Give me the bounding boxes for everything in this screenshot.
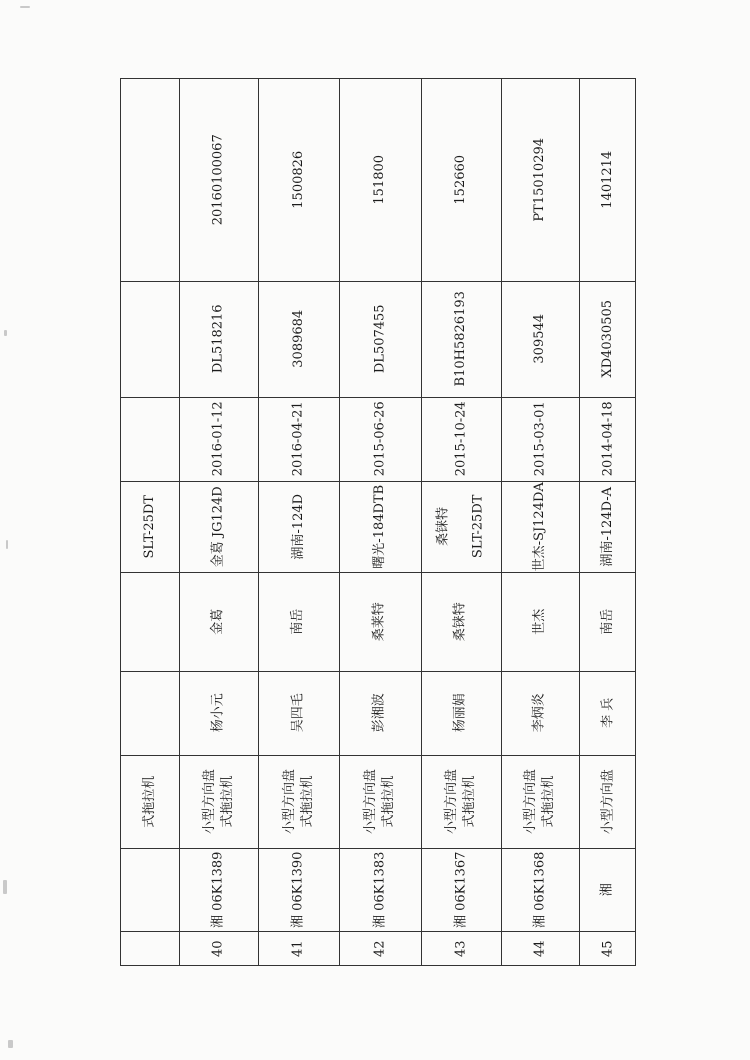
row-44-frame-cell-text: PT15010294	[532, 138, 548, 222]
row-41-model-cell-text: 湖南-124D	[290, 493, 306, 560]
row-40-date-cell	[179, 397, 258, 481]
row-42-type-cell	[339, 755, 421, 848]
row-44-owner-cell	[501, 671, 579, 755]
partial-model-cell-text: SLT-25DT	[142, 494, 158, 559]
row-44-model-cell	[501, 481, 579, 572]
row-40-model-cell-text: 金葛 JG124D	[210, 486, 226, 567]
row-40-engine-cell-text: DL518216	[210, 304, 226, 374]
row-43-frame-cell	[421, 79, 501, 281]
row-45-type-cell-text: 小型方向盘	[600, 768, 616, 834]
row-41-type-cell	[258, 755, 339, 848]
row-43-engine-cell	[421, 281, 501, 397]
row-41-no-cell	[258, 931, 339, 967]
row-43-brand-cell-text: 桑铼特	[453, 601, 469, 641]
row-43-type-cell	[421, 755, 501, 848]
row-40-brand-cell	[179, 572, 258, 671]
row-41-engine-cell-text: 3089684	[290, 310, 306, 368]
row-40-date-cell-text: 2016-01-12	[210, 401, 226, 477]
row-42-plate-cell-text: 湘 06K1383	[372, 851, 388, 928]
row-43-plate-cell	[421, 848, 501, 931]
row-44-owner-cell-text: 李炳炎	[532, 693, 548, 733]
row-43-model-cell-text: 桑铼特 SLT-25DT	[435, 494, 486, 559]
row-40-model-cell	[179, 481, 258, 572]
row-41-frame-cell-text: 1500826	[290, 151, 306, 209]
row-45-engine-cell	[579, 281, 637, 397]
row-45-frame-cell	[579, 79, 637, 281]
row-41-date-cell-text: 2016-04-21	[290, 401, 306, 477]
row-45-no-cell	[579, 931, 637, 967]
row-43-brand-cell	[421, 572, 501, 671]
row-40-frame-cell	[179, 79, 258, 281]
row-44-type-cell-text: 小型方向盘 式拖拉机	[523, 768, 556, 835]
row-42-engine-cell	[339, 281, 421, 397]
row-45-plate-cell-text: 湘	[600, 882, 616, 896]
row-43-plate-cell-text: 湘 06K1367	[453, 851, 469, 928]
row-44-engine-cell-text: 309544	[532, 314, 548, 364]
row-43-engine-cell-text: B10H5826193	[453, 291, 469, 387]
row-42-frame-cell-text: 151800	[372, 155, 388, 205]
row-44-type-cell	[501, 755, 579, 848]
row-42-no-cell-text: 42	[372, 940, 388, 958]
row-41-model-cell	[258, 481, 339, 572]
row-40-plate-cell-text: 湘 06K1389	[210, 851, 226, 928]
row-44-no-cell	[501, 931, 579, 967]
row-41-owner-cell	[258, 671, 339, 755]
row-44-brand-cell-text: 世杰	[532, 608, 548, 635]
row-42-brand-cell-text: 桑莱特	[372, 601, 388, 641]
row-43-model-cell	[421, 481, 501, 572]
row-44-engine-cell	[501, 281, 579, 397]
row-40-type-cell	[179, 755, 258, 848]
row-44-no-cell-text: 44	[532, 940, 548, 958]
row-40-brand-cell-text: 金葛	[210, 608, 226, 635]
row-40-plate-cell	[179, 848, 258, 931]
row-45-no-cell-text: 45	[600, 940, 616, 958]
row-43-owner-cell-text: 杨丽娟	[453, 693, 469, 733]
row-44-plate-cell	[501, 848, 579, 931]
row-45-brand-cell-text: 南岳	[600, 608, 616, 635]
row-44-brand-cell	[501, 572, 579, 671]
row-41-brand-cell	[258, 572, 339, 671]
partial-type-cell-text: 式拖拉机	[142, 775, 158, 828]
partial-model-cell	[121, 481, 179, 572]
row-45-owner-cell	[579, 671, 637, 755]
row-44-model-cell-text: 世杰-SJ124DA	[532, 481, 548, 572]
row-40-engine-cell	[179, 281, 258, 397]
row-42-date-cell	[339, 397, 421, 481]
row-45-brand-cell	[579, 572, 637, 671]
row-42-brand-cell	[339, 572, 421, 671]
row-42-frame-cell	[339, 79, 421, 281]
row-45-model-cell-text: 湖南-124D-A	[600, 486, 616, 567]
row-41-brand-cell-text: 南岳	[290, 608, 306, 635]
row-40-no-cell-text: 40	[210, 940, 226, 958]
row-45-owner-cell-text: 李 兵	[600, 697, 616, 729]
row-43-no-cell-text: 43	[453, 940, 469, 958]
row-43-type-cell-text: 小型方向盘 式拖拉机	[444, 768, 477, 835]
row-43-owner-cell	[421, 671, 501, 755]
row-45-model-cell	[579, 481, 637, 572]
row-42-model-cell-text: 曙光-184DTB	[372, 484, 388, 569]
row-40-no-cell	[179, 931, 258, 967]
row-41-owner-cell-text: 吴四毛	[290, 693, 306, 733]
row-44-frame-cell	[501, 79, 579, 281]
row-43-frame-cell-text: 152660	[453, 155, 469, 205]
row-43-no-cell	[421, 931, 501, 967]
row-42-no-cell	[339, 931, 421, 967]
row-41-plate-cell	[258, 848, 339, 931]
row-41-type-cell-text: 小型方向盘 式拖拉机	[281, 768, 315, 835]
row-40-owner-cell-text: 杨小元	[210, 693, 226, 733]
row-42-plate-cell	[339, 848, 421, 931]
row-41-date-cell	[258, 397, 339, 481]
row-40-type-cell-text: 小型方向盘 式拖拉机	[201, 768, 235, 835]
row-44-plate-cell-text: 湘 06K1368	[532, 851, 548, 928]
row-45-type-cell	[579, 755, 637, 848]
row-43-date-cell	[421, 397, 501, 481]
row-45-date-cell-text: 2014-04-18	[600, 401, 616, 477]
row-42-model-cell	[339, 481, 421, 572]
row-45-frame-cell-text: 1401214	[600, 151, 616, 209]
row-41-frame-cell	[258, 79, 339, 281]
row-42-owner-cell	[339, 671, 421, 755]
row-41-plate-cell-text: 湘 06K1390	[290, 851, 306, 928]
row-42-engine-cell-text: DL507455	[372, 304, 388, 374]
row-40-owner-cell	[179, 671, 258, 755]
row-42-owner-cell-text: 彭湘波	[372, 693, 388, 733]
row-45-engine-cell-text: XD4030505	[600, 300, 616, 378]
row-41-engine-cell	[258, 281, 339, 397]
row-43-date-cell-text: 2015-10-24	[453, 401, 469, 477]
vehicle-register-table	[120, 78, 636, 966]
row-42-type-cell-text: 小型方向盘 式拖拉机	[363, 768, 396, 835]
row-42-date-cell-text: 2015-06-26	[372, 401, 388, 477]
row-41-no-cell-text: 41	[290, 940, 306, 958]
row-45-date-cell	[579, 397, 637, 481]
row-44-date-cell-text: 2015-03-01	[532, 401, 548, 477]
partial-type-cell	[121, 755, 179, 848]
row-40-frame-cell-text: 20160100067	[210, 134, 226, 226]
row-45-plate-cell	[579, 848, 637, 931]
row-44-date-cell	[501, 397, 579, 481]
